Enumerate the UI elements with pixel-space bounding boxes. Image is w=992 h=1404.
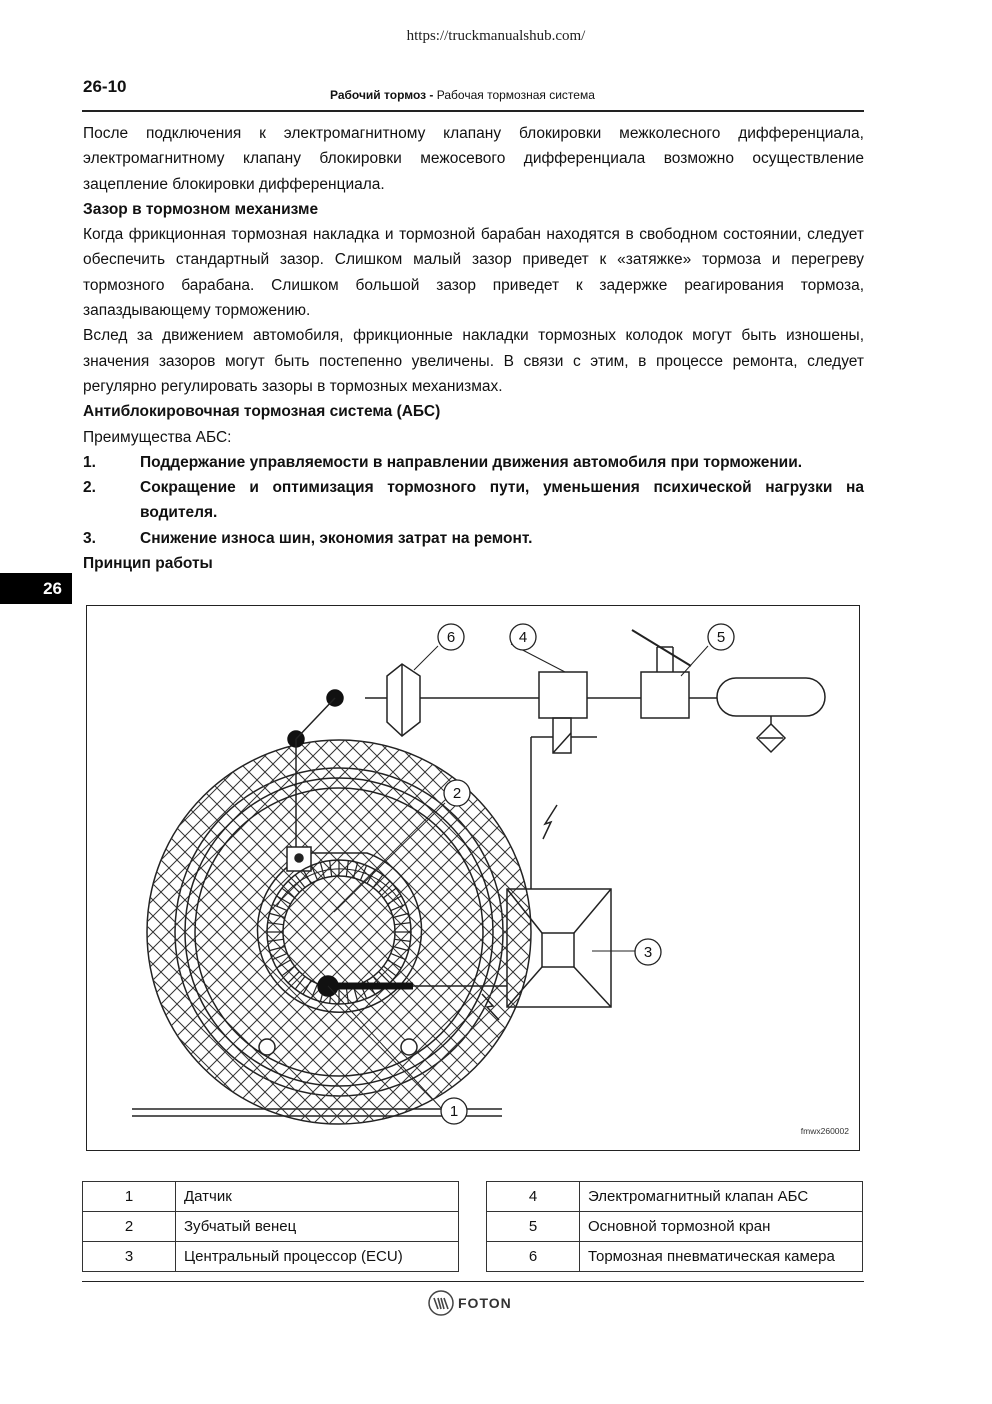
legend-number: 2 — [83, 1212, 176, 1242]
footer-rule — [82, 1281, 864, 1282]
brand-name: FOTON — [458, 1295, 512, 1311]
list-item-text: Сокращение и оптимизация тормозного пути, уменьшения психической нагрузки на водителя. — [140, 479, 864, 522]
table-row — [83, 1242, 459, 1272]
abs-solenoid-valve — [539, 672, 597, 753]
svg-text:5: 5 — [716, 629, 726, 646]
legend-text: Датчик — [176, 1182, 459, 1212]
shoe-pin-right — [401, 1039, 417, 1055]
list-item — [83, 475, 864, 526]
svg-text:1: 1 — [449, 1103, 459, 1120]
section-title-rest: Рабочая тормозная система — [433, 88, 595, 102]
foton-logo — [428, 1290, 512, 1316]
table-row — [83, 1212, 459, 1242]
legend-text: Зубчатый венец — [176, 1212, 459, 1242]
chapter-tab: 26 — [0, 573, 72, 604]
sensor-dot — [295, 854, 303, 862]
page-number: 26-10 — [83, 77, 127, 96]
table-row — [487, 1242, 863, 1272]
brake-pedal — [632, 630, 691, 666]
callout-1 — [441, 1098, 467, 1124]
list-item-number: 3. — [83, 529, 96, 547]
legend-table-left — [82, 1181, 459, 1272]
section-title-bold: Рабочий тормоз - — [330, 88, 434, 102]
brake-chamber — [387, 664, 420, 736]
legend-text: Центральный процессор (ECU) — [176, 1242, 459, 1272]
main-content — [83, 121, 864, 576]
heading-principle: Принцип работы — [83, 555, 213, 573]
callout-2 — [444, 780, 470, 806]
legend-text: Тормозная пневматическая камера — [580, 1242, 863, 1272]
table-row — [83, 1182, 459, 1212]
paragraph-gap: Когда фрикционная тормозная накладка и тормозной барабан находятся в свободном состоянии, следует обеспечить стандартный зазор. Слишком малый зазор приведет к «затяжке» тормоза и перегреву тормозного барабана. Слишком большой зазор приведет к задержке реагирования тормоза, запаздывающему торможению. — [83, 226, 864, 320]
list-item-number: 2. — [83, 479, 96, 497]
source-url: https://truckmanualshub.com/ — [406, 28, 586, 44]
abs-diagram — [86, 605, 860, 1151]
legend-number: 3 — [83, 1242, 176, 1272]
figure-code: fmwx260002 — [800, 1126, 849, 1136]
legend-table-right — [486, 1181, 863, 1272]
table-row — [487, 1212, 863, 1242]
svg-text:3: 3 — [643, 944, 653, 961]
shoe-pin-left — [259, 1039, 275, 1055]
callout-5 — [708, 624, 734, 650]
legend-text: Основной тормозной кран — [580, 1212, 863, 1242]
air-tank — [717, 678, 825, 752]
paragraph-differential: После подключения к электромагнитному клапану блокировки межколесного дифференциала, электромагнитному клапану блокировки межосевого дифференциала возможно осуществление зацепление блокировки дифференциала. — [83, 125, 864, 193]
header-rule — [82, 110, 864, 112]
foton-logo-icon — [428, 1290, 454, 1316]
paragraph-wear: Вслед за движением автомобиля, фрикционные накладки тормозных колодок могут быть изношены, значения зазоров могут быть постепенно увеличены. В связи с этим, в процессе ремонта, следует регулярно регулировать зазоры в тормозных механизмах. — [83, 327, 864, 395]
advantages-list — [83, 450, 864, 551]
callout-4 — [510, 624, 536, 650]
legend-text: Электромагнитный клапан АБС — [580, 1182, 863, 1212]
svg-text:2: 2 — [452, 785, 462, 802]
signal-icon — [543, 805, 557, 839]
callout-3 — [635, 939, 661, 965]
legend-number: 6 — [487, 1242, 580, 1272]
section-title — [330, 88, 595, 102]
heading-brake-gap: Зазор в тормозном механизме — [83, 200, 319, 218]
legend-number: 1 — [83, 1182, 176, 1212]
list-item-text: Снижение износа шин, экономия затрат на ремонт. — [140, 529, 533, 547]
list-item-text: Поддержание управляемости в направлении движения автомобиля при торможении. — [140, 453, 803, 471]
svg-text:4: 4 — [518, 629, 528, 646]
advantages-label: Преимущества АБС: — [83, 428, 232, 446]
list-item — [83, 450, 864, 475]
list-item — [83, 526, 864, 551]
svg-text:6: 6 — [446, 629, 456, 646]
table-row — [487, 1182, 863, 1212]
callout-6 — [438, 624, 464, 650]
list-item-number: 1. — [83, 453, 96, 471]
legend-number: 4 — [487, 1182, 580, 1212]
heading-abs: Антиблокировочная тормозная система (АБС) — [83, 403, 441, 421]
abs-schematic — [87, 606, 861, 1152]
legend-number: 5 — [487, 1212, 580, 1242]
